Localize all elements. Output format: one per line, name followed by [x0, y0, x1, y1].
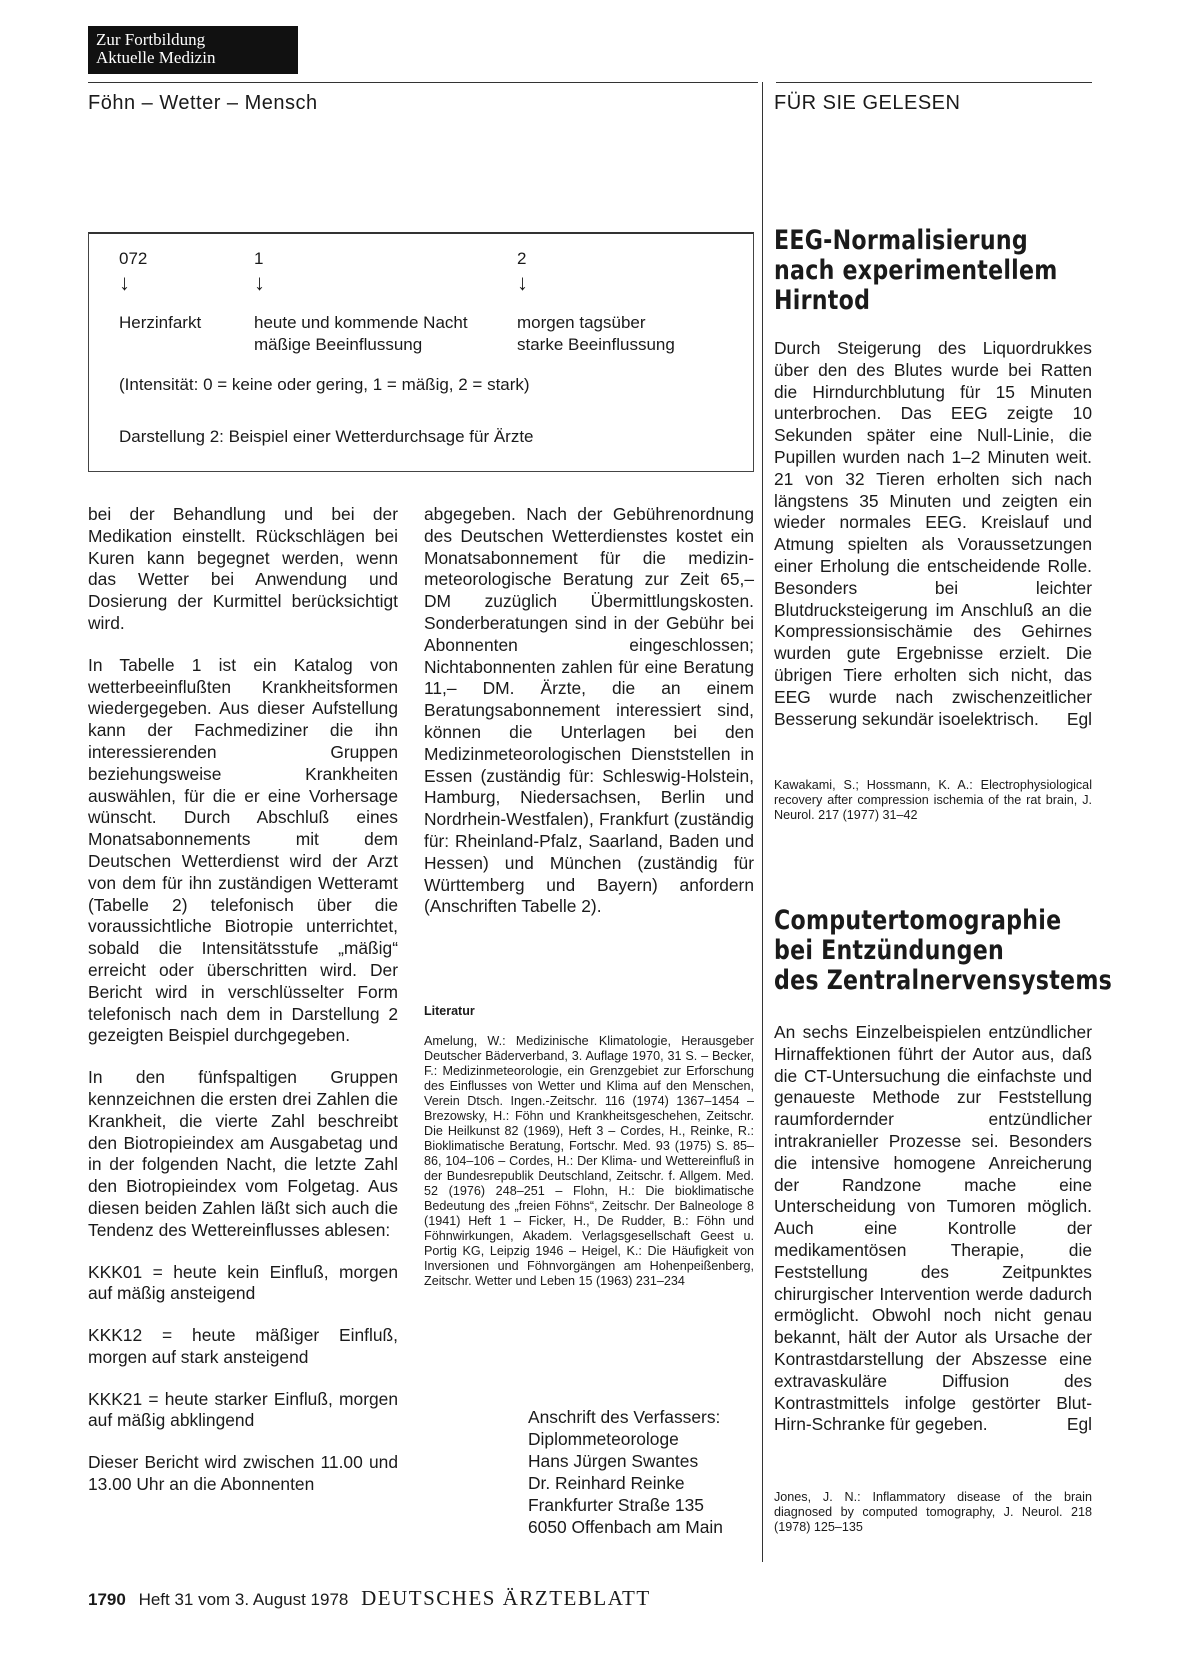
issue-info: Heft 31 vom 3. August 1978: [138, 1590, 349, 1609]
literature-list: Amelung, W.: Medizinische Klimatologie, Herausgeber Deutscher Bäderverband, 3. Auflage 1970, 31 S. – Becker, F.: Medizinmeteorologie, ein Grenzgebiet zur Erforschung des Einflusses von Wetter und Klima auf den Menschen, Verein Dtsch. Ingen.-Zeitschr. 116 (1974) 1367–1454 – Brezowsky, H.: Föhn und Krankheitsgeschehen, Zeitschr. Die Heilkunst 82 (1969), Heft 3 – Cordes, H., Reinke, R.: Bioklimatische Beratung, Fortschr. Med. 93 (1975) S. 85–86, 104–106 – Cordes, H.: Der Klima- und Wettereinfluß in der Bundesrepublik Deutschland, Zeitschr. f. Allgem. Med. 52 (1976) 248–251 – Flohn, H.: Die bioklimatische Bedeutung des „freien Föhns“, Zeitschr. Der Balneologe 8 (1941) Heft 1 – Ficker, H., De Rudder, B.: Föhn und Föhnwirkungen, Akadem. Verlagsgesellschaft Geest u. Portig KG, Leipzig 1946 – Heigel, K.: Die Häufigkeit von Inversionen und Föhnvorgängen am Hohenpeißenberg, Zeitschr. Wetter und Leben 15 (1963) 231–234: [424, 1034, 754, 1288]
code-disease: 072: [119, 249, 148, 268]
intensity-legend: (Intensität: 0 = keine oder gering, 1 = mäßig, 2 = stark): [119, 375, 530, 394]
page-footer: [88, 1586, 651, 1611]
badge-line-1: Zur Fortbildung: [96, 30, 206, 49]
paragraph: KKK12 = heute mäßiger Einfluß, morgen auf stark ansteigend: [88, 1325, 398, 1367]
column-divider: [762, 82, 763, 1562]
tomorrow-label-1: morgen tagsüber: [517, 313, 646, 332]
address-line: Frankfurter Straße 135: [528, 1495, 704, 1515]
arrow-down-icon: ↓: [517, 270, 528, 295]
paragraph: In den fünfspaltigen Gruppen kennzeichnen die ersten drei Zahlen die Krankheit, die vierte Zahl beschreibt den Biotropieindex am Ausgabetag und in der folgenden Nacht, die letzte Zahl den Biotropieindex vom Folgetag. Aus diesen beiden Zahlen läßt sich auch die Tendenz des Wettereinflusses ablesen:: [88, 1067, 398, 1240]
badge-line-2: Aktuelle Medizin: [96, 48, 216, 67]
title-line: Computertomographie: [774, 905, 1062, 936]
address-line: 6050 Offenbach am Main: [528, 1517, 723, 1537]
article-2-body: [774, 1022, 1092, 1436]
code-today: 1: [254, 249, 264, 268]
literature-heading: Literatur: [424, 1004, 475, 1018]
column-2: [424, 504, 754, 938]
top-rule-left: [88, 82, 758, 83]
address-line: Dr. Reinhard Reinke: [528, 1473, 685, 1493]
address-line: Diplommeteorologe: [528, 1429, 679, 1449]
article-2-text: An sechs Einzelbeispielen entzündlicher Hirnaffektionen führt der Autor aus, daß die CT-Untersuchung die einfachste und genaueste Methode zur Feststellung raumfordernder entzündlicher intrakranieller Prozesse sei. Besonders die intensive homogene Anreicherung der Randzone mache eine Unterscheidung von Tumoren möglich. Auch eine Kontrolle der medikamentösen Therapie, die Feststellung des Zeitpunktes chirurgischer Intervention werde dadurch ermöglicht. Obwohl noch nicht genau bekannt, hält der Autor als Ursache der Kontrastdarstellung der Abszesse eine extravaskuläre Diffusion des Kontrastmittels infolge gestörter Blut-Hirn-Schranke für gegeben.: [774, 1022, 1092, 1435]
title-line: nach experimentellem: [774, 255, 1058, 286]
article-1-text: Durch Steigerung des Liquordrukkes über den des Blutes wurde bei Ratten die Hirndurchblutung für 15 Minuten unterbrochen. Das EEG zeigte 10 Sekunden später eine Null-Linie, die Pupillen wurden nach 1–2 Minuten weit. 21 von 32 Tieren erholten sich nach längstens 35 Minuten und zeigten ein wieder normales EEG. Kreislauf und Atmung spielten als Voraussetzungen einer Erholung die entscheidende Rolle. Besonders bei leichter Blutdrucksteigerung im Anschluß an die Kompressionsischämie des Gehirnes wurden gute Ergebnisse erzielt. Die übrigen Tiere erholten sich nicht, das EEG wurde nach zwischenzeitlicher Besserung sekundär isoelektrisch.: [774, 338, 1092, 729]
address-line: Anschrift des Verfassers:: [528, 1407, 721, 1427]
arrow-down-icon: ↓: [119, 270, 130, 295]
article-1-reference: Kawakami, S.; Hossmann, K. A.: Electrophysiological recovery after compression ischemia of the rat brain, J. Neurol. 217 (1977) 31–42: [774, 778, 1092, 822]
paragraph: In Tabelle 1 ist ein Katalog von wetterbeeinflußten Krankheitsformen wiedergegeben. Aus dieser Aufstellung kann der Fachmediziner die ihn interessierenden Gruppen beziehungsweise Krankheiten auswählen, für die er eine Vorhersage wünscht. Durch Abschluß eines Monatsabonnements mit dem Deutschen Wetterdienst wird der Arzt von dem für ihn zuständigen Wetteramt (Tabelle 2) telefonisch über die voraussichtliche Biotropie unterrichtet, sobald die Intensitätsstufe „mäßig“ erreicht oder überschritten wird. Der Bericht wird in verschlüsselter Form telefonisch nach dem in Darstellung 2 gezeigten Beispiel durchgegeben.: [88, 654, 398, 1046]
section-title-left: Föhn – Wetter – Mensch: [88, 92, 318, 114]
top-rule-right: [776, 82, 1092, 83]
author-address: [528, 1406, 723, 1538]
example-box: [88, 232, 754, 472]
article-2-title: [774, 906, 1112, 996]
section-title-right: FÜR SIE GELESEN: [774, 92, 961, 114]
paragraph: Dieser Bericht wird zwischen 11.00 und 13.00 Uhr an die Abonnenten: [88, 1452, 398, 1495]
article-1-title: [774, 226, 1058, 316]
title-line: Hirntod: [774, 285, 871, 316]
today-label-1: heute und kommende Nacht: [254, 313, 468, 332]
article-2-signature: Egl: [1066, 1414, 1092, 1435]
section-badge: [88, 26, 298, 74]
paragraph: KKK01 = heute kein Einfluß, morgen auf mäßig ansteigend: [88, 1261, 398, 1304]
address-line: Hans Jürgen Swantes: [528, 1451, 699, 1471]
arrow-down-icon: ↓: [254, 270, 265, 295]
title-line: bei Entzündungen: [774, 935, 1004, 966]
article-2-reference: Jones, J. N.: Inflammatory disease of the brain diagnosed by computed tomography, J. Neurol. 218 (1978) 125–135: [774, 1490, 1092, 1534]
magazine-name: DEUTSCHES ÄRZTEBLATT: [361, 1586, 651, 1610]
article-1-signature: Egl: [1066, 708, 1092, 729]
today-label-2: mäßige Beeinflussung: [254, 335, 423, 354]
tomorrow-label-2: starke Beeinflussung: [517, 335, 675, 354]
paragraph: KKK21 = heute starker Einfluß, morgen auf mäßig abklingend: [88, 1388, 398, 1431]
title-line: des Zentralnervensystems: [774, 965, 1113, 996]
page-number: 1790: [88, 1590, 126, 1609]
disease-label: Herzinfarkt: [119, 313, 202, 332]
title-line: EEG-Normalisierung: [774, 225, 1028, 256]
code-tomorrow: 2: [517, 249, 527, 268]
paragraph: abgegeben. Nach der Gebührenordnung des Deutschen Wetterdienstes kostet ein Monatsabonnement für die medizin-meteorologische Beratung zur Zeit 65,– DM zuzüglich Übermittlungskosten. Sonderberatungen sind in der Gebühr bei Abonnenten eingeschlossen; Nichtabonnenten zahlen für eine Beratung 11,– DM. Ärzte, die an einem Beratungsabonnement interessiert sind, können die Unterlagen bei den Medizinmeteorologischen Dienststellen in Essen (zuständig für: Schleswig-Holstein, Hamburg, Niedersachsen, Berlin und Nordrhein-Westfalen), Frankfurt (zuständig für: Rheinland-Pfalz, Saarland, Baden und Hessen) und München (zuständig für Württemberg und Bayern) anfordern (Anschriften Tabelle 2).: [424, 504, 754, 917]
article-1-body: [774, 338, 1092, 730]
paragraph: bei der Behandlung und bei der Medikation einstellt. Rückschlägen bei Kuren kann begegnet werden, wenn das Wetter bei Anwendung und Dosierung der Kurmittel berücksichtigt wird.: [88, 504, 398, 633]
column-1: [88, 504, 398, 1496]
box-caption: Darstellung 2: Beispiel einer Wetterdurchsage für Ärzte: [119, 427, 534, 446]
